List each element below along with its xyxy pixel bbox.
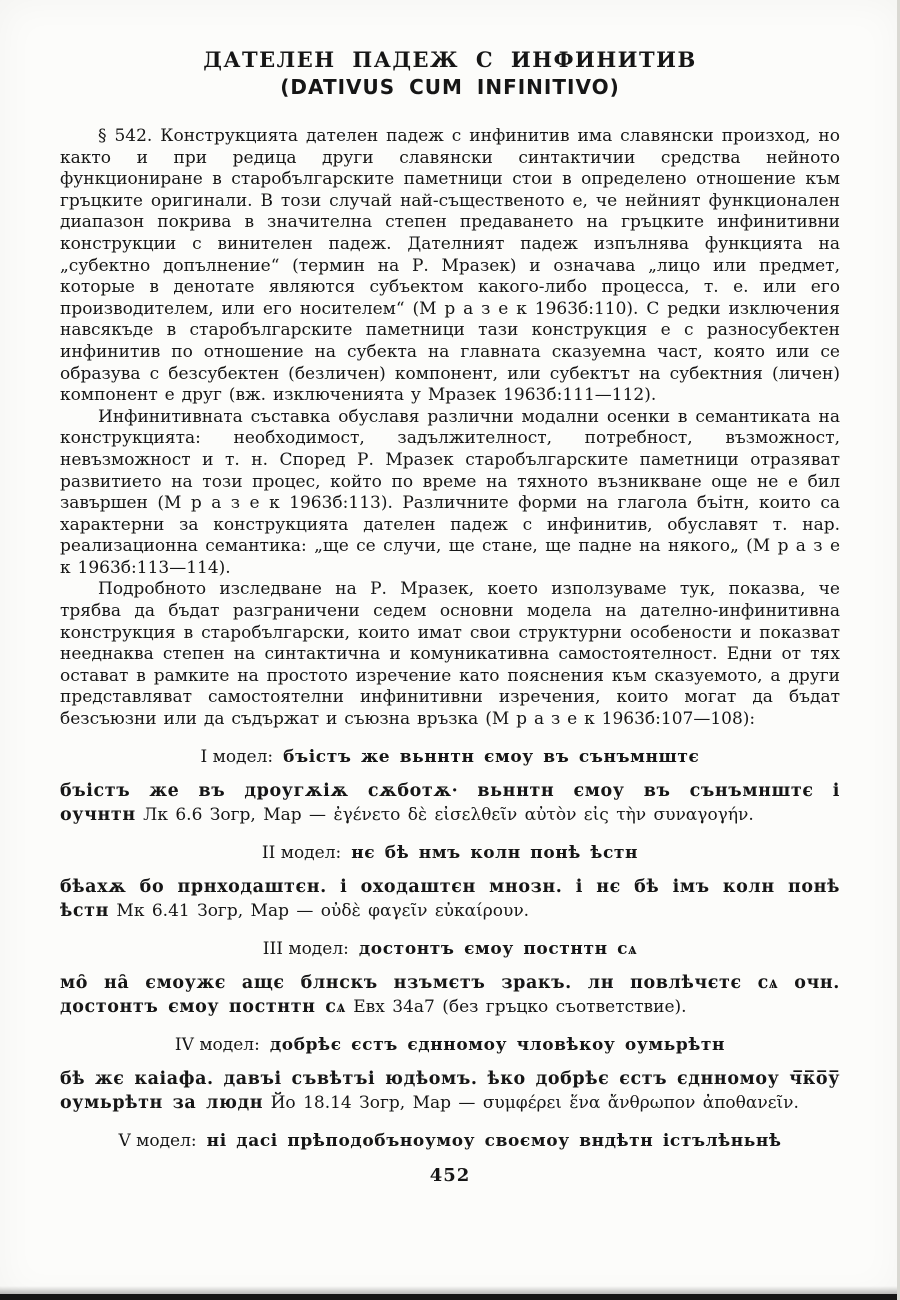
model-2-ocs-title: нє бѣ нмъ колн понѣ ѣстн <box>351 842 639 863</box>
model-1-example-ocs-text: бъістъ же въ дроугѫіѫ сѫботѫ· вьннтн ємоу въ сънъмнштє і оучнтн <box>60 780 840 825</box>
model-section-3 <box>60 937 840 1019</box>
model-5-heading <box>60 1129 840 1153</box>
model-3-example-ocs-text: мо̑ на̑ ємоужє ащє блнскъ нзъмєтъ зракъ. лн повлѣчєтє сѧ очн. достонтъ ємоу постнтн сѧ <box>60 972 840 1017</box>
model-3-example <box>60 971 840 1019</box>
model-5-label: V модел: <box>118 1130 197 1151</box>
model-1-example-greek-text: ἐγένετο δὲ εἰσελθεῖν αὐτὸν εἰς τὴν συναγογήν. <box>333 804 754 825</box>
paragraph-infinitive-semantics: Инфинитивната съставка обуславя различни модални осенки в семантиката на конструкцията: необходимост, задължителност, потребност, възможност, невъзможност и т. н. Според Р. Мразек старобългарските паметници отразяват развитието на този процес, който по време на тяхното възникване още не е бил завършен (М р а з е к 1963б:113). Различните форми на глагола бъітн, които са характерни за конструкцията дателен падеж с инфинитив, обуславят т. нар. реализационна семантика: „ще се случи, ще стане, ще падне на някого„ (М р а з е к 1963б:113—114). <box>60 406 840 578</box>
model-section-1 <box>60 745 840 827</box>
model-2-example-reference: Мк 6.41 Зогр, Мар — <box>109 900 321 921</box>
model-3-heading <box>60 937 840 961</box>
model-1-ocs-title: бъістъ же вьннтн ємоу въ сънъмнштє <box>283 746 700 767</box>
model-2-example-greek-text: οὐδὲ φαγεῖν εὐκαίρουν. <box>320 900 530 921</box>
title-bulgarian: ДАТЕЛЕН ПАДЕЖ С ИНФИНИТИВ <box>203 47 697 72</box>
model-1-label: I модел: <box>200 746 274 767</box>
scan-edge-bottom <box>0 1294 900 1300</box>
model-4-ocs-title: добрѣє єстъ єднномоу чловѣкоу оумьрѣтн <box>269 1034 726 1055</box>
model-4-label: IV модел: <box>174 1034 260 1055</box>
page-number: 452 <box>429 1164 471 1186</box>
model-5-ocs-title: ні дасі прѣподобъноумоу своємоу вндѣтн істълѣньнѣ <box>206 1130 782 1151</box>
paragraph-542: § 542. Конструкцията дателен падеж с инфинитив има славянски произход, но както и при редица други славянски синтактичии средства нейното функциониране в старобългарските паметници стои в определено отношение към гръцките оригинали. В този случай най-същественото е, че нейният функционален диапазон покрива в значителна степен предаването на гръцките инфинитивни конструкции с винителен падеж. Дателният падеж изпълнява функцията на „субектно допълнение“ (термин на Р. Мразек) и означава „лицо или предмет, которые в денотате являются субъектом какого-либо процесса, т. е. или его производителем, или его носителем“ (М р а з е к 1963б:110). С редки изключения навсякъде в старобългарските паметници тази конструкция е с разносубектен инфинитив по отношение на субекта на главната сказуемна част, която или се образува с безсубектен (безличен) компонент, или субектът на субектния (личен) компонент е друг (вж. изключенията у Мразек 1963б:111—112). <box>60 126 840 406</box>
model-section-4 <box>60 1033 840 1115</box>
model-1-example-reference: Лк 6.6 Зогр, Мар — <box>135 804 334 825</box>
model-4-example-ocs-text: бѣ жє каіафа. давъі съвѣтъі юдѣомъ. ѣко добрѣє єстъ єднномоу ч̅к̅о̅у̅ оумьрѣтн за людн <box>60 1068 840 1113</box>
model-4-heading <box>60 1033 840 1057</box>
scan-edge-shadow <box>0 1286 900 1294</box>
model-3-label: III модел: <box>262 938 349 959</box>
model-2-example <box>60 875 840 923</box>
model-3-ocs-title: достонтъ ємоу постнтн сѧ <box>358 938 638 959</box>
model-2-example-ocs-text: бѣахѫ бо прнходаштєн. і оходаштєн мнозн. і нє бѣ імъ колн понѣ ѣстн <box>60 876 840 921</box>
model-4-example-reference: Йо 18.14 Зогр, Мар — <box>263 1092 483 1113</box>
model-1-heading <box>60 745 840 769</box>
model-2-label: II модел: <box>261 842 342 863</box>
model-4-example <box>60 1067 840 1115</box>
model-section-5 <box>60 1129 840 1153</box>
paragraph-seven-models: Подробното изследване на Р. Мразек, което използуваме тук, показва, че трябва да бъдат разграничени седем основни модела на дателно-инфинитивна конструкция в старобългарски, които имат свои структурни особености и показват нееднаква степен на синтактична и комуникативна самостоятелност. Едни от тях остават в рамките на простото изречение като пояснения към сказуемото, а други представляват самостоятелни инфинитивни изречения, които могат да бъдат безсъюзни или да съдържат и съюзна връзка (М р а з е к 1963б:107—108): <box>60 579 840 730</box>
model-3-example-reference: Евх 34а7 (без гръцко съответствие). <box>345 996 687 1017</box>
model-2-heading <box>60 841 840 865</box>
model-1-example <box>60 779 840 827</box>
model-4-example-greek-text: συμφέρει ἕνα ἄνθρωπον ἀποθανεῖν. <box>482 1092 799 1113</box>
page-title <box>60 46 840 100</box>
title-latin: (DATIVUS CUM INFINITIVO) <box>280 75 620 99</box>
model-section-2 <box>60 841 840 923</box>
